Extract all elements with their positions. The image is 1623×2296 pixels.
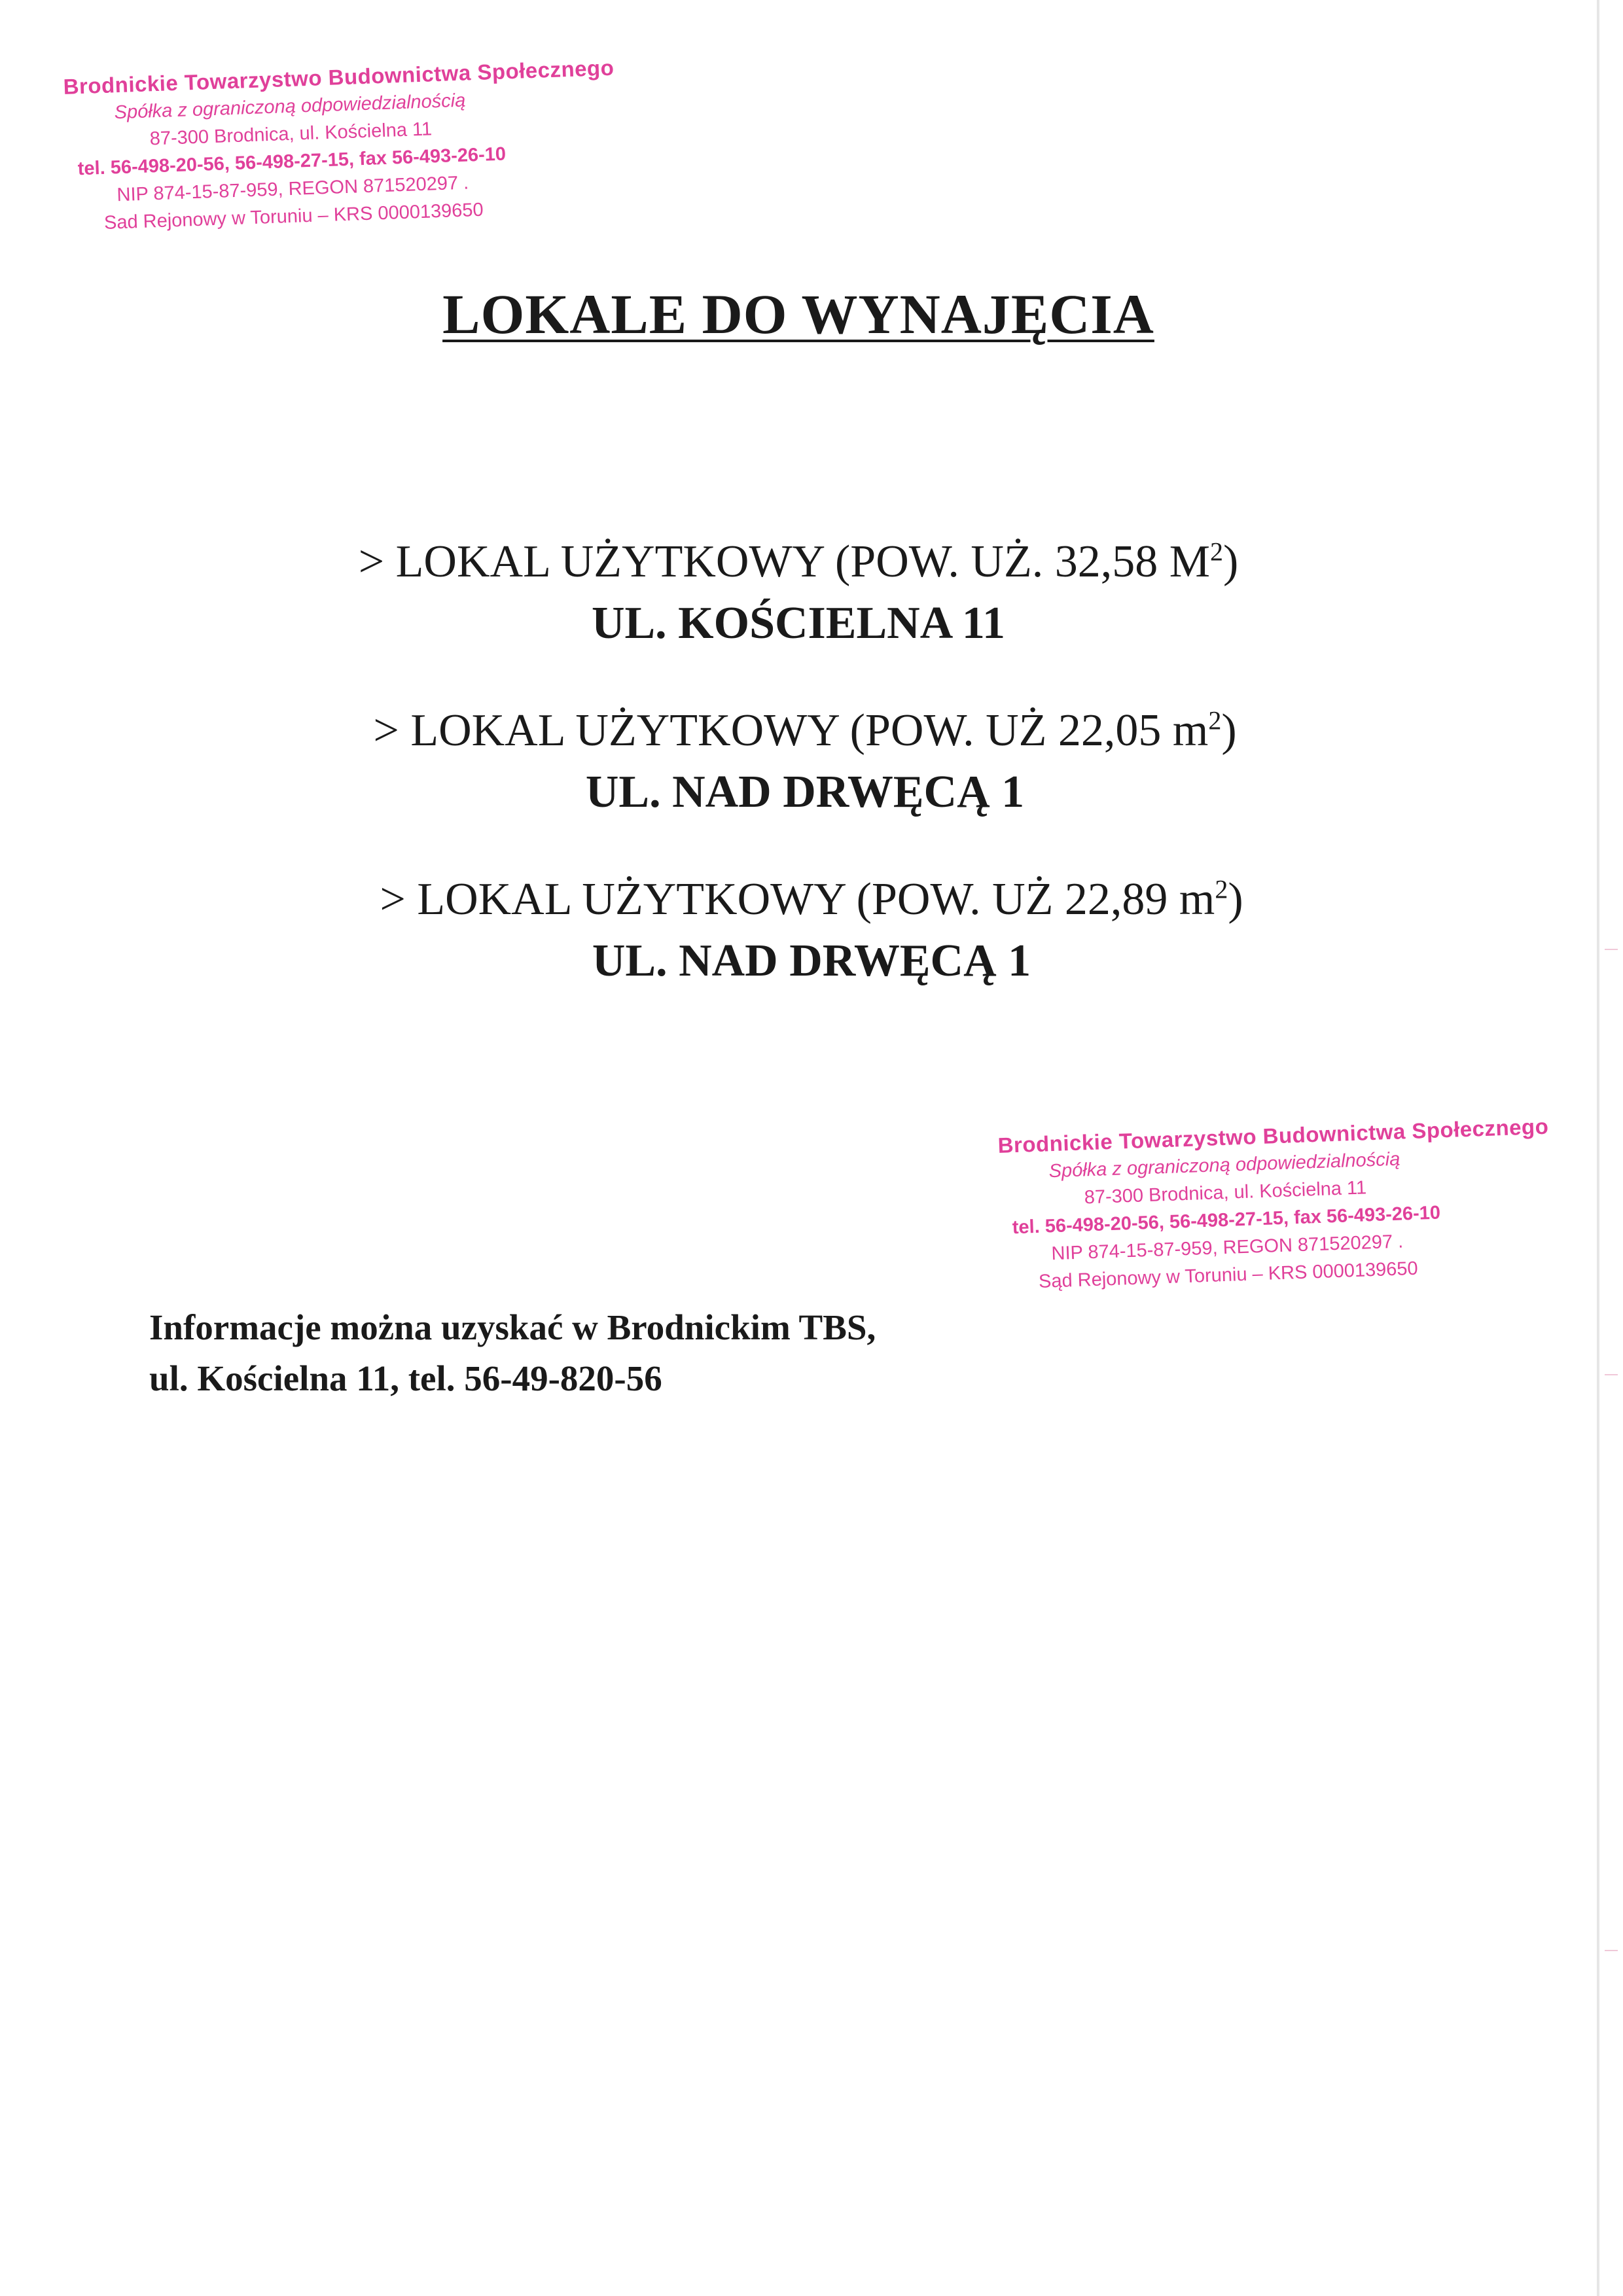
contact-info-line-1: Informacje można uzyskać w Brodnickim TBS, [149, 1307, 876, 1347]
listing-description-text: > LOKAL UŻYTKOWY (POW. UŻ 22,05 m [373, 705, 1209, 756]
page-title: LOKALE DO WYNAJĘCIA [442, 283, 1154, 345]
listing-street: UL. KOŚCIELNA 11 [591, 598, 1006, 648]
scan-edge [1597, 0, 1599, 2296]
area-unit-exponent: 2 [1209, 537, 1223, 567]
company-stamp-top [63, 55, 615, 238]
listing-item [0, 531, 1597, 654]
contact-info [149, 1302, 876, 1404]
stamp-company-name: Brodnickie Towarzystwo Budownictwa Społecznego [997, 1114, 1549, 1157]
stamp-court: Sąd Rejonowy w Toruniu – KRS 0000139650 [1038, 1258, 1419, 1292]
listing-street: UL. NAD DRWĘCĄ 1 [592, 936, 1031, 986]
stamp-company-name: Brodnickie Towarzystwo Budownictwa Społecznego [63, 55, 615, 99]
stamp-phones: tel. 56-498-20-56, 56-498-27-15, fax 56-493-26-10 [1012, 1202, 1441, 1239]
contact-info-line-2: ul. Kościelna 11, tel. 56-49-820-56 [149, 1358, 662, 1398]
closing-paren: ) [1222, 537, 1239, 587]
listing-description-text: > LOKAL UŻYTKOWY (POW. UŻ. 32,58 M [358, 537, 1210, 587]
scan-mark [1605, 1950, 1618, 1951]
stamp-tax-ids: NIP 874-15-87-959, REGON 871520297 . [116, 172, 469, 206]
listing-item [13, 869, 1610, 992]
company-stamp-bottom [997, 1114, 1549, 1297]
listing-item [7, 700, 1603, 823]
stamp-court: Sad Rejonowy w Toruniu – KRS 0000139650 [103, 199, 484, 234]
stamp-legal-form: Spółka z ograniczoną odpowiedzialnością [114, 90, 466, 124]
stamp-phones: tel. 56-498-20-56, 56-498-27-15, fax 56-493-26-10 [77, 143, 507, 180]
area-unit-exponent: 2 [1215, 874, 1228, 904]
listing-description-text: > LOKAL UŻYTKOWY (POW. UŻ 22,89 m [380, 874, 1215, 925]
stamp-tax-ids: NIP 874-15-87-959, REGON 871520297 . [1051, 1231, 1404, 1265]
closing-paren: ) [1221, 705, 1237, 756]
listing-description [7, 700, 1603, 762]
area-unit-exponent: 2 [1208, 705, 1222, 735]
scan-mark [1605, 1374, 1618, 1375]
closing-paren: ) [1228, 874, 1243, 925]
stamp-address: 87-300 Brodnica, ul. Kościelna 11 [149, 118, 433, 150]
listing-description [13, 869, 1610, 930]
listing-street: UL. NAD DRWĘCĄ 1 [585, 767, 1025, 817]
stamp-legal-form: Spółka z ograniczoną odpowiedzialnością [1048, 1148, 1400, 1182]
stamp-address: 87-300 Brodnica, ul. Kościelna 11 [1084, 1177, 1367, 1209]
listing-description [0, 531, 1597, 593]
